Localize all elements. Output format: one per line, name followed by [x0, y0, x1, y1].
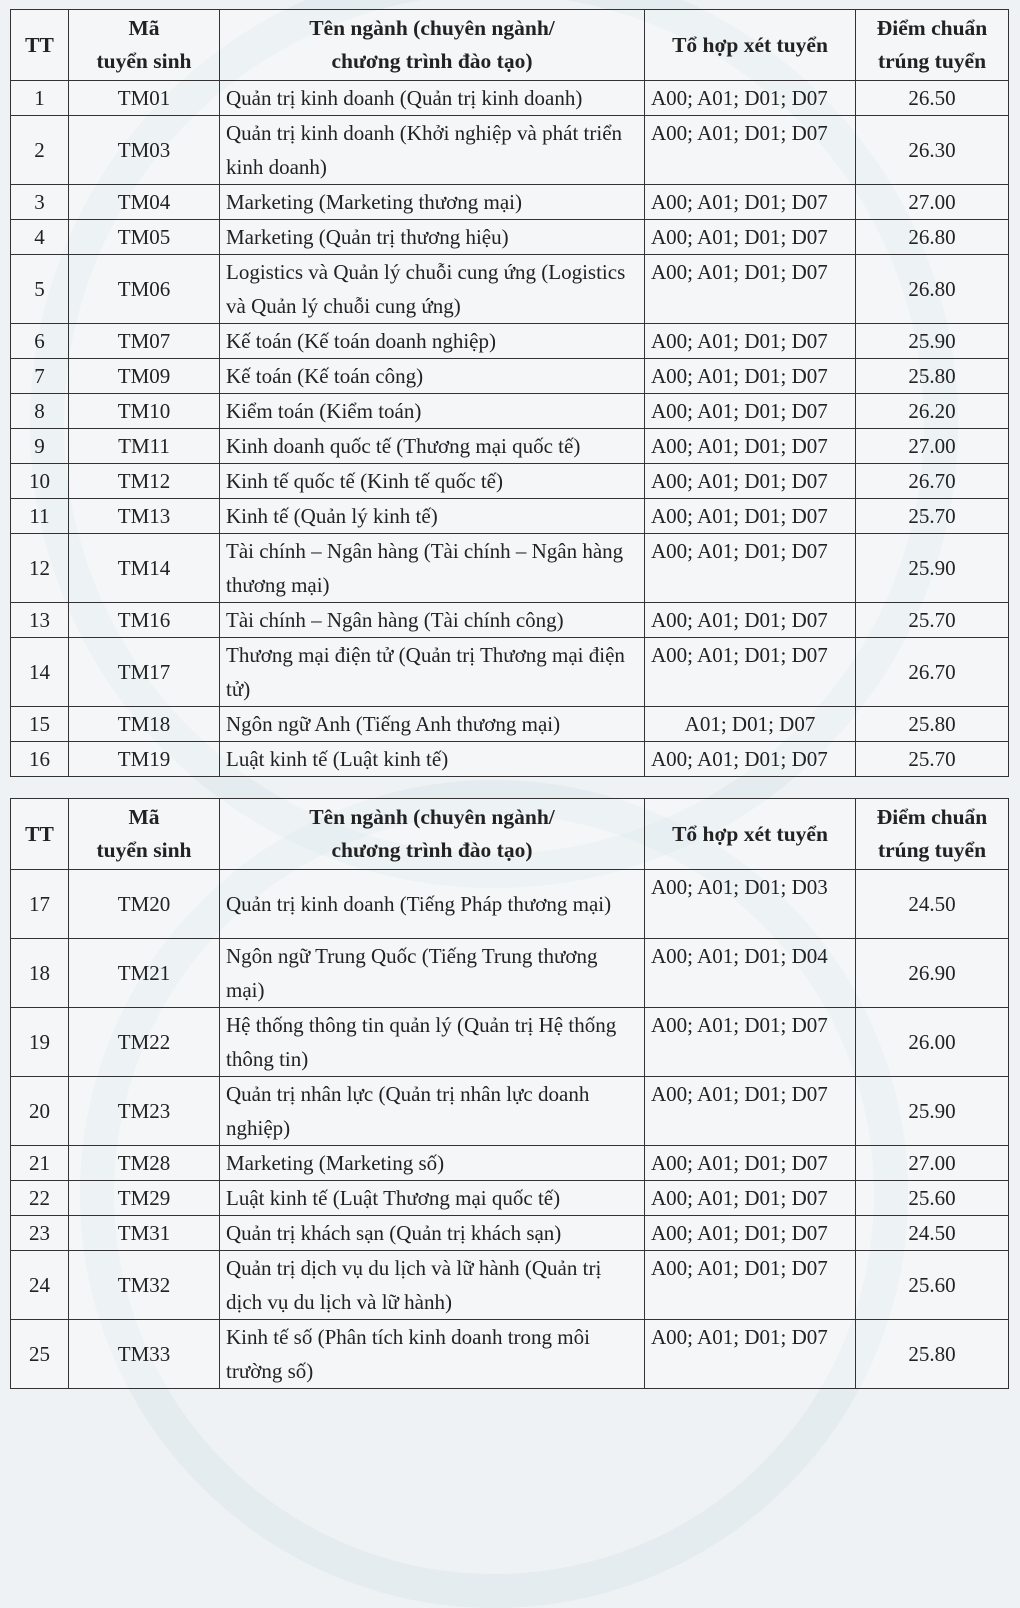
table-row	[11, 220, 1009, 255]
program-name: Marketing (Quản trị thương hiệu)	[220, 220, 645, 255]
program-name: Quản trị khách sạn (Quản trị khách sạn)	[220, 1216, 645, 1251]
subject-combination: A00; A01; D01; D03	[645, 870, 856, 939]
subject-combination: A00; A01; D01; D07	[645, 1320, 856, 1389]
row-number: 25	[11, 1320, 69, 1389]
admission-code: TM22	[69, 1008, 220, 1077]
program-name: Quản trị dịch vụ du lịch và lữ hành (Quản trị dịch vụ du lịch và lữ hành)	[220, 1251, 645, 1320]
program-name: Marketing (Marketing số)	[220, 1146, 645, 1181]
row-number: 9	[11, 429, 69, 464]
program-name: Quản trị kinh doanh (Khởi nghiệp và phát triển kinh doanh)	[220, 116, 645, 185]
subject-combination: A00; A01; D01; D04	[645, 939, 856, 1008]
table-row	[11, 499, 1009, 534]
program-name: Luật kinh tế (Luật kinh tế)	[220, 742, 645, 777]
cutoff-score: 25.60	[856, 1251, 1009, 1320]
cutoff-score: 27.00	[856, 1146, 1009, 1181]
admission-code: TM29	[69, 1181, 220, 1216]
admission-code: TM05	[69, 220, 220, 255]
table-row	[11, 464, 1009, 499]
table-row	[11, 429, 1009, 464]
row-number: 14	[11, 638, 69, 707]
subject-combination: A00; A01; D01; D07	[645, 603, 856, 638]
table-row	[11, 1146, 1009, 1181]
admission-scores-table-2	[10, 798, 1009, 1389]
subject-combination: A00; A01; D01; D07	[645, 185, 856, 220]
header-name: Tên ngành (chuyên ngành/ chương trình đào tạo)	[220, 10, 645, 81]
admission-code: TM01	[69, 81, 220, 116]
table-row	[11, 638, 1009, 707]
cutoff-score: 25.90	[856, 534, 1009, 603]
admission-code: TM14	[69, 534, 220, 603]
row-number: 20	[11, 1077, 69, 1146]
cutoff-score: 25.80	[856, 707, 1009, 742]
admission-code: TM31	[69, 1216, 220, 1251]
table-row	[11, 81, 1009, 116]
cutoff-score: 26.30	[856, 116, 1009, 185]
table-row	[11, 394, 1009, 429]
subject-combination: A00; A01; D01; D07	[645, 429, 856, 464]
program-name: Marketing (Marketing thương mại)	[220, 185, 645, 220]
cutoff-score: 24.50	[856, 870, 1009, 939]
program-name: Quản trị nhân lực (Quản trị nhân lực doanh nghiệp)	[220, 1077, 645, 1146]
table-row	[11, 1216, 1009, 1251]
cutoff-score: 25.70	[856, 499, 1009, 534]
cutoff-score: 26.80	[856, 255, 1009, 324]
row-number: 10	[11, 464, 69, 499]
row-number: 11	[11, 499, 69, 534]
subject-combination: A00; A01; D01; D07	[645, 1181, 856, 1216]
subject-combination: A00; A01; D01; D07	[645, 742, 856, 777]
admission-code: TM32	[69, 1251, 220, 1320]
cutoff-score: 25.60	[856, 1181, 1009, 1216]
admission-code: TM28	[69, 1146, 220, 1181]
subject-combination: A00; A01; D01; D07	[645, 1008, 856, 1077]
row-number: 17	[11, 870, 69, 939]
table-row	[11, 1008, 1009, 1077]
program-name: Tài chính – Ngân hàng (Tài chính – Ngân hàng thương mại)	[220, 534, 645, 603]
program-name: Kế toán (Kế toán công)	[220, 359, 645, 394]
admission-code: TM20	[69, 870, 220, 939]
table-row	[11, 255, 1009, 324]
program-name: Kinh doanh quốc tế (Thương mại quốc tế)	[220, 429, 645, 464]
row-number: 19	[11, 1008, 69, 1077]
header-score: Điểm chuẩn trúng tuyển	[856, 10, 1009, 81]
program-name: Thương mại điện tử (Quản trị Thương mại điện tử)	[220, 638, 645, 707]
header-tt: TT	[11, 10, 69, 81]
subject-combination: A00; A01; D01; D07	[645, 464, 856, 499]
header-combination: Tổ hợp xét tuyển	[645, 799, 856, 870]
subject-combination: A00; A01; D01; D07	[645, 359, 856, 394]
admission-code: TM03	[69, 116, 220, 185]
table-row	[11, 1077, 1009, 1146]
cutoff-score: 25.80	[856, 359, 1009, 394]
program-name: Kế toán (Kế toán doanh nghiệp)	[220, 324, 645, 359]
cutoff-score: 26.20	[856, 394, 1009, 429]
admission-code: TM07	[69, 324, 220, 359]
header-name: Tên ngành (chuyên ngành/ chương trình đào tạo)	[220, 799, 645, 870]
cutoff-score: 26.50	[856, 81, 1009, 116]
admission-code: TM17	[69, 638, 220, 707]
admission-code: TM19	[69, 742, 220, 777]
subject-combination: A00; A01; D01; D07	[645, 499, 856, 534]
row-number: 24	[11, 1251, 69, 1320]
table-row	[11, 116, 1009, 185]
row-number: 2	[11, 116, 69, 185]
program-name: Kinh tế (Quản lý kinh tế)	[220, 499, 645, 534]
program-name: Kiểm toán (Kiểm toán)	[220, 394, 645, 429]
subject-combination: A00; A01; D01; D07	[645, 1077, 856, 1146]
row-number: 12	[11, 534, 69, 603]
row-number: 5	[11, 255, 69, 324]
admission-code: TM04	[69, 185, 220, 220]
table-row	[11, 1251, 1009, 1320]
program-name: Quản trị kinh doanh (Quản trị kinh doanh)	[220, 81, 645, 116]
subject-combination: A00; A01; D01; D07	[645, 81, 856, 116]
header-score: Điểm chuẩn trúng tuyển	[856, 799, 1009, 870]
row-number: 4	[11, 220, 69, 255]
subject-combination: A00; A01; D01; D07	[645, 1216, 856, 1251]
admission-code: TM10	[69, 394, 220, 429]
cutoff-score: 24.50	[856, 1216, 1009, 1251]
admission-code: TM11	[69, 429, 220, 464]
subject-combination: A00; A01; D01; D07	[645, 116, 856, 185]
admission-code: TM12	[69, 464, 220, 499]
subject-combination: A00; A01; D01; D07	[645, 534, 856, 603]
admission-code: TM33	[69, 1320, 220, 1389]
header-combination: Tổ hợp xét tuyển	[645, 10, 856, 81]
cutoff-score: 25.70	[856, 603, 1009, 638]
row-number: 13	[11, 603, 69, 638]
cutoff-score: 26.70	[856, 464, 1009, 499]
table-row	[11, 324, 1009, 359]
row-number: 22	[11, 1181, 69, 1216]
row-number: 21	[11, 1146, 69, 1181]
cutoff-score: 27.00	[856, 185, 1009, 220]
cutoff-score: 25.70	[856, 742, 1009, 777]
subject-combination: A00; A01; D01; D07	[645, 1251, 856, 1320]
program-name: Quản trị kinh doanh (Tiếng Pháp thương mại)	[220, 870, 645, 939]
program-name: Ngôn ngữ Trung Quốc (Tiếng Trung thương mại)	[220, 939, 645, 1008]
admission-code: TM06	[69, 255, 220, 324]
program-name: Ngôn ngữ Anh (Tiếng Anh thương mại)	[220, 707, 645, 742]
row-number: 15	[11, 707, 69, 742]
table-row	[11, 939, 1009, 1008]
program-name: Kinh tế số (Phân tích kinh doanh trong môi trường số)	[220, 1320, 645, 1389]
table-row	[11, 185, 1009, 220]
cutoff-score: 26.00	[856, 1008, 1009, 1077]
subject-combination: A00; A01; D01; D07	[645, 255, 856, 324]
admission-scores-table-1	[10, 9, 1009, 777]
admission-code: TM13	[69, 499, 220, 534]
cutoff-score: 25.90	[856, 324, 1009, 359]
cutoff-score: 26.90	[856, 939, 1009, 1008]
table-row	[11, 707, 1009, 742]
row-number: 16	[11, 742, 69, 777]
program-name: Kinh tế quốc tế (Kinh tế quốc tế)	[220, 464, 645, 499]
subject-combination: A00; A01; D01; D07	[645, 394, 856, 429]
cutoff-score: 26.70	[856, 638, 1009, 707]
cutoff-score: 25.90	[856, 1077, 1009, 1146]
table-row	[11, 870, 1009, 939]
row-number: 6	[11, 324, 69, 359]
table-body-1	[11, 81, 1009, 777]
cutoff-score: 26.80	[856, 220, 1009, 255]
header-code: Mã tuyển sinh	[69, 10, 220, 81]
admission-code: TM23	[69, 1077, 220, 1146]
row-number: 1	[11, 81, 69, 116]
admission-code: TM09	[69, 359, 220, 394]
table-row	[11, 603, 1009, 638]
header-code: Mã tuyển sinh	[69, 799, 220, 870]
row-number: 7	[11, 359, 69, 394]
table-row	[11, 742, 1009, 777]
table-row	[11, 1181, 1009, 1216]
row-number: 3	[11, 185, 69, 220]
admission-code: TM21	[69, 939, 220, 1008]
row-number: 8	[11, 394, 69, 429]
cutoff-score: 27.00	[856, 429, 1009, 464]
table-row	[11, 1320, 1009, 1389]
row-number: 18	[11, 939, 69, 1008]
cutoff-score: 25.80	[856, 1320, 1009, 1389]
admission-code: TM16	[69, 603, 220, 638]
subject-combination: A01; D01; D07	[645, 707, 856, 742]
table-body-2	[11, 870, 1009, 1389]
subject-combination: A00; A01; D01; D07	[645, 638, 856, 707]
table-row	[11, 534, 1009, 603]
program-name: Tài chính – Ngân hàng (Tài chính công)	[220, 603, 645, 638]
header-tt: TT	[11, 799, 69, 870]
row-number: 23	[11, 1216, 69, 1251]
subject-combination: A00; A01; D01; D07	[645, 220, 856, 255]
program-name: Hệ thống thông tin quản lý (Quản trị Hệ thống thông tin)	[220, 1008, 645, 1077]
subject-combination: A00; A01; D01; D07	[645, 1146, 856, 1181]
program-name: Logistics và Quản lý chuỗi cung ứng (Logistics và Quản lý chuỗi cung ứng)	[220, 255, 645, 324]
program-name: Luật kinh tế (Luật Thương mại quốc tế)	[220, 1181, 645, 1216]
subject-combination: A00; A01; D01; D07	[645, 324, 856, 359]
table-row	[11, 359, 1009, 394]
admission-code: TM18	[69, 707, 220, 742]
